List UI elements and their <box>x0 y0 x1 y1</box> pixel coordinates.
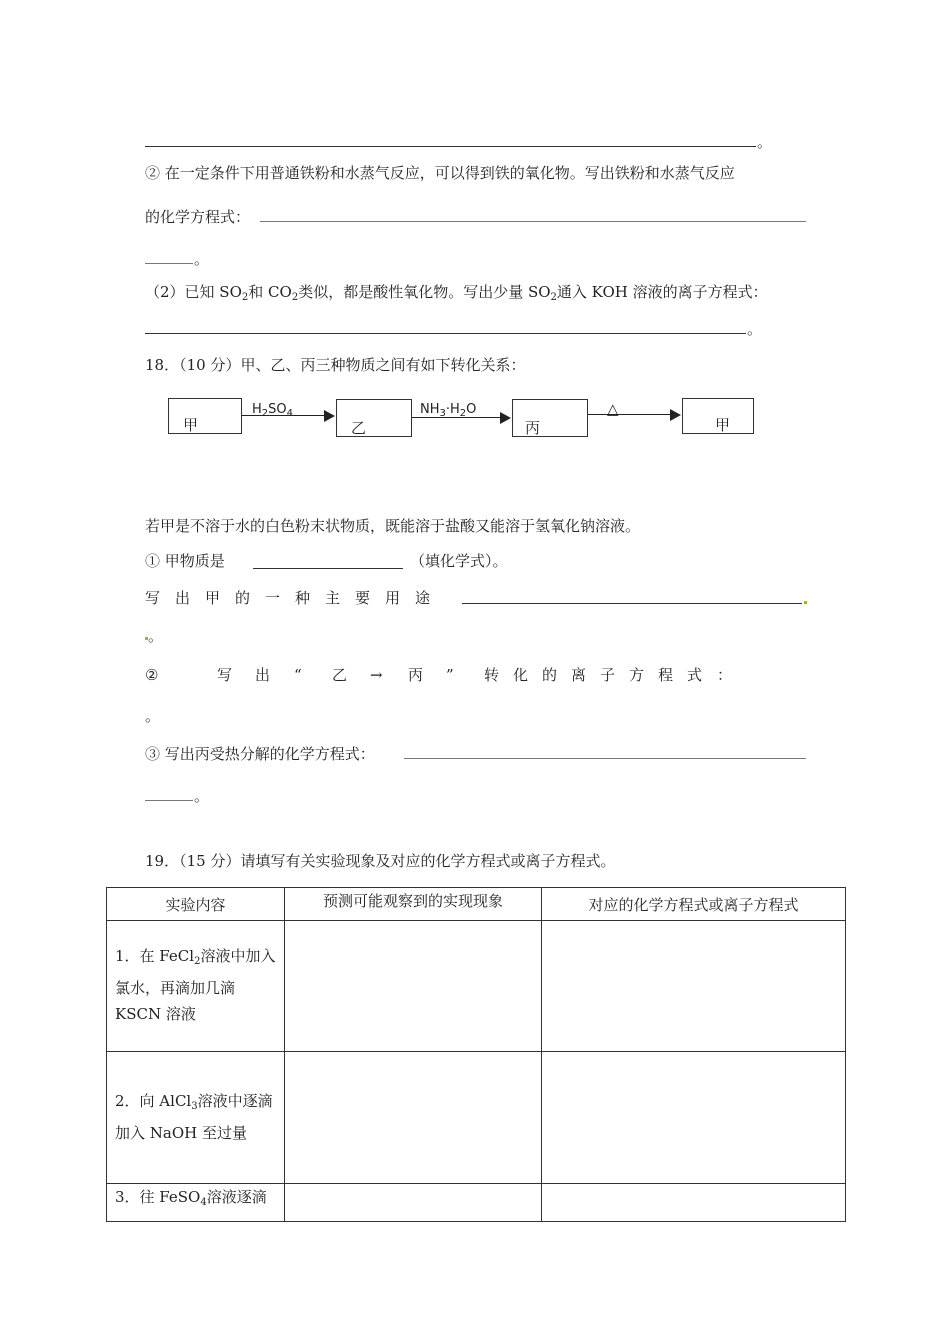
end-mark: 。 <box>747 320 763 338</box>
end-mark: 。 <box>148 627 164 645</box>
arrow-head-icon <box>324 410 335 422</box>
question-text: （2）已知 $SO_2$和 $CO_2$类似，都是酸性氧化物。写出少量 $SO_2$通入 KOH 溶液的离子方程式： <box>145 283 768 303</box>
question-text: 若甲是不溶于水的白色粉末状物质，既能溶于盐酸又能溶于氢氧化钠溶液。 <box>145 517 641 535</box>
answer-cell[interactable] <box>285 921 542 1052</box>
flow-box-yi: 乙 <box>336 399 412 437</box>
answer-cell[interactable] <box>542 1052 846 1184</box>
arrow-head-icon <box>500 412 511 424</box>
question-text: ③ 写出丙受热分解的化学方程式： <box>145 745 375 763</box>
end-mark: 。 <box>757 133 773 151</box>
table-row <box>107 921 846 1052</box>
answer-cell[interactable] <box>542 921 846 1052</box>
end-mark: 。 <box>194 787 210 805</box>
question-title: 18．（10 分）甲、乙、丙三种物质之间有如下转化关系： <box>145 356 526 374</box>
question-text: ② 在一定条件下用普通铁粉和水蒸气反应，可以得到铁的氧化物。写出铁粉和水蒸气反应 <box>145 164 735 182</box>
question-text-item2: ② 写 出 “ 乙 → 丙 ” 转 化 的 离 子 方 程 式 ： <box>145 666 733 684</box>
table-cell-content: 1．在 FeCl$_2$溶液中加入氯水，再滴加几滴 KSCN 溶液 <box>107 921 285 1052</box>
answer-line[interactable] <box>404 758 806 759</box>
flow-box-bing: 丙 <box>512 399 588 437</box>
dot-mark <box>804 601 807 604</box>
table-header: 对应的化学方程式或离子方程式 <box>542 888 846 921</box>
question-text-use: 写 出 甲 的 一 种 主 要 用 途 <box>145 589 431 607</box>
arrow-line <box>588 414 672 415</box>
arrow-label-nh3h2o: $NH_3\cdot H_2O$ <box>420 402 477 419</box>
arrow-label-heat-icon: △ <box>607 400 619 418</box>
table-header-row <box>107 888 846 921</box>
table-cell-content: 2．向 AlCl$_3$溶液中逐滴加入 NaOH 至过量 <box>107 1052 285 1184</box>
table-row <box>107 1052 846 1184</box>
answer-line[interactable] <box>145 800 193 801</box>
answer-cell[interactable] <box>285 1052 542 1184</box>
question-text: 的化学方程式： <box>145 208 251 226</box>
arrow-label-h2so4: $H_2SO_4$ <box>252 402 294 419</box>
arrow-head-icon <box>670 409 681 421</box>
answer-line[interactable] <box>145 146 756 147</box>
flow-box-jia-product: 甲 <box>682 398 754 434</box>
end-mark: 。 <box>194 250 210 268</box>
answer-line[interactable] <box>145 333 746 334</box>
table-cell-content: 3．往 FeSO$_4$溶液逐滴 <box>107 1184 285 1222</box>
answer-line[interactable] <box>462 603 802 604</box>
answer-line[interactable] <box>260 221 806 222</box>
answer-line[interactable] <box>145 263 193 264</box>
answer-cell[interactable] <box>542 1184 846 1222</box>
flow-box-jia: 甲 <box>168 398 242 434</box>
table-row <box>107 1184 846 1222</box>
end-mark: 。 <box>145 707 161 725</box>
answer-cell[interactable] <box>285 1184 542 1222</box>
table-header: 预测可能观察到的实现现象 <box>285 888 542 921</box>
table-header: 实验内容 <box>107 888 285 921</box>
experiment-table <box>106 887 846 1222</box>
question-text: ① 甲物质是 <box>145 552 225 570</box>
answer-line[interactable] <box>253 568 403 569</box>
question-title: 19．（15 分）请填写有关实验现象及对应的化学方程式或离子方程式。 <box>145 852 616 870</box>
question-text: （填化学式）。 <box>410 552 508 570</box>
